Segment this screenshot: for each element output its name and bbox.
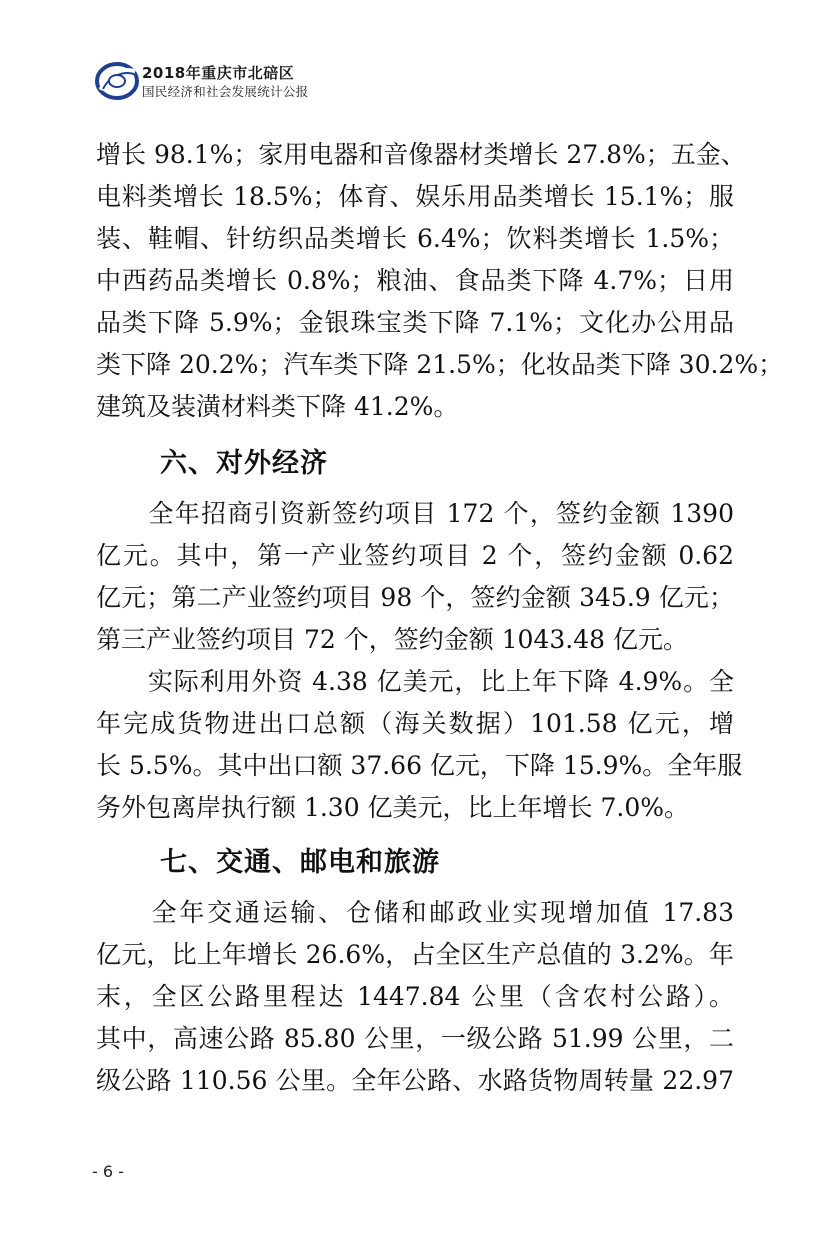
section-heading-7: 七、交通、邮电和旅游 — [160, 847, 440, 878]
text-line: 电料类增长 18.5%；体育、娱乐用品类增长 15.1%；服 — [96, 182, 734, 211]
text-line: 第三产业签约项目 72 个，签约金额 1043.48 亿元。 — [96, 625, 688, 654]
text-line: 亿元。其中，第一产业签约项目 2 个，签约金额 0.62 — [96, 541, 734, 570]
text-line: 级公路 110.56 公里。全年公路、水路货物周转量 22.97 — [96, 1066, 734, 1095]
text-line: 末，全区公路里程达 1447.84 公里（含农村公路）。 — [96, 982, 734, 1011]
header-title: 2018年重庆市北碚区 — [142, 64, 295, 82]
text-line: 长 5.5%。其中出口额 37.66 亿元，下降 15.9%。全年服 — [96, 751, 743, 780]
text-line: 其中，高速公路 85.80 公里，一级公路 51.99 公里，二 — [96, 1024, 734, 1053]
text-line: 中西药品类增长 0.8%；粮油、食品类下降 4.7%；日用 — [96, 266, 734, 295]
body-text-block-3 — [96, 661, 743, 829]
text-line: 全年招商引资新签约项目 172 个，签约金额 1390 — [96, 499, 734, 528]
text-line: 品类下降 5.9%；金银珠宝类下降 7.1%；文化办公用品 — [96, 308, 734, 337]
text-line: 务外包离岸执行额 1.30 亿美元，比上年增长 7.0%。 — [96, 793, 690, 822]
report-logo-icon — [95, 60, 139, 102]
text-line: 亿元，比上年增长 26.6%，占全区生产总值的 3.2%。年 — [96, 940, 734, 969]
body-text-block-4 — [96, 892, 734, 1102]
section-heading-6: 六、对外经济 — [160, 448, 328, 479]
text-line: 实际利用外资 4.38 亿美元，比上年下降 4.9%。全 — [96, 667, 734, 696]
text-line: 装、鞋帽、针纺织品类增长 6.4%；饮料类增长 1.5%； — [96, 224, 734, 253]
text-line: 增长 98.1%；家用电器和音像器材类增长 27.8%；五金、 — [96, 140, 746, 169]
text-line: 年完成货物进出口总额（海关数据）101.58 亿元，增 — [96, 709, 734, 738]
header-subtitle: 国民经济和社会发展统计公报 — [142, 84, 309, 99]
text-line: 建筑及装潢材料类下降 41.2%。 — [96, 392, 459, 421]
page-number: - 6 - — [92, 1162, 124, 1181]
body-text-block-1 — [96, 134, 784, 428]
page-header — [95, 60, 415, 104]
text-line: 亿元；第二产业签约项目 98 个，签约金额 345.9 亿元； — [96, 583, 734, 612]
body-text-block-2 — [96, 493, 734, 661]
text-line: 全年交通运输、仓储和邮政业实现增加值 17.83 — [96, 898, 734, 927]
text-line: 类下降 20.2%；汽车类下降 21.5%；化妆品类下降 30.2%； — [96, 350, 784, 379]
